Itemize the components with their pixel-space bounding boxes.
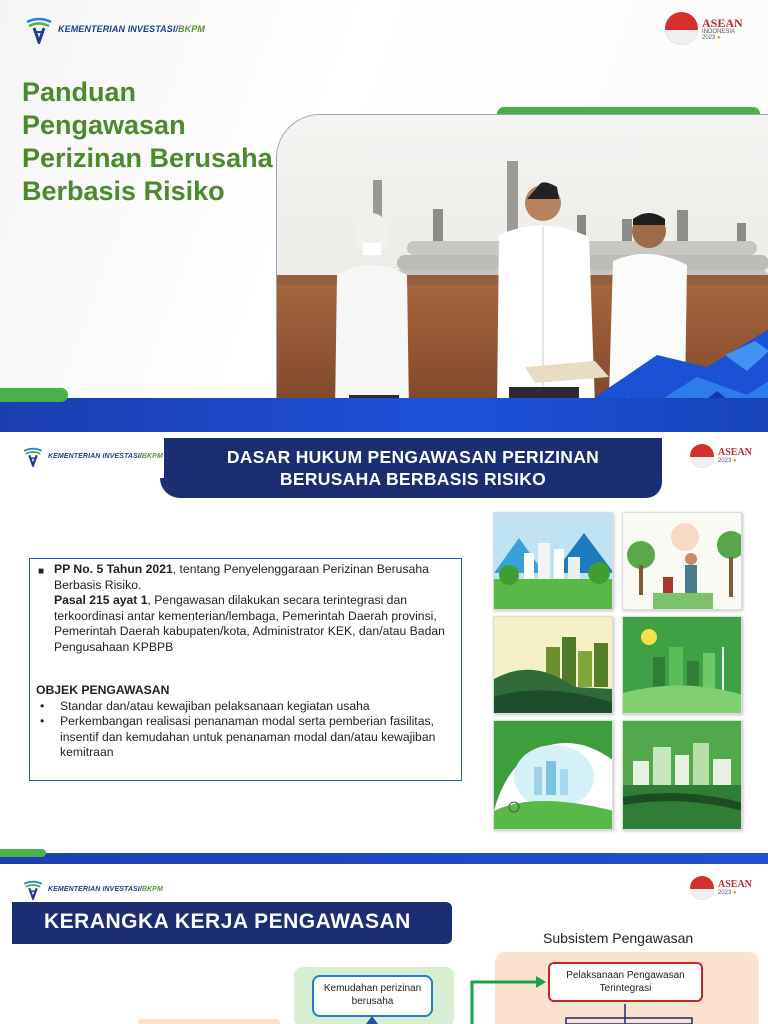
ministry-name: KEMENTERIAN INVESTASI/BKPM — [58, 24, 205, 34]
legal-basis-box — [29, 558, 462, 781]
law-paragraph: PP No. 5 Tahun 2021, tentang Penyelenggaraan Perizinan Berusaha Berbasis Risiko. Pasal 215 ayat 1, Pengawasan dilakukan secara terintegrasi dan terkoordinasi antar kementerian/lembaga, Pemerintah Daerah provinsi, Pemerintah Daerah kabupaten/kota, Administrator KEK, dan/atau Badan Pengusahaan KPBPB — [54, 562, 445, 654]
kementerian-logo — [22, 445, 163, 467]
asean-title: ASEAN — [702, 15, 743, 30]
cover-title: Panduan Pengawasan Perizinan Berusaha Berbasis Risiko — [22, 77, 273, 206]
slide-cover — [0, 0, 768, 432]
kemudahan-box: Kemudahan perizinan berusaha — [312, 975, 433, 1017]
asean-title: ASEAN — [718, 879, 752, 890]
ministry-name: KEMENTERIAN INVESTASI/BKPM — [48, 885, 163, 893]
illustration-papercut-city — [493, 720, 613, 830]
asean-country: INDONESIA — [702, 28, 736, 35]
kementerian-logo — [24, 14, 205, 44]
asean-year: 2023 ● — [702, 34, 721, 41]
asean-year: 2023 ● — [718, 458, 737, 464]
bkpm-emblem-icon — [22, 445, 44, 467]
illustration-green-eco-city — [622, 616, 742, 714]
list-item: • Standar dan/atau kewajiban pelaksanaan kegiatan usaha — [36, 699, 455, 715]
asean-year: 2023 ● — [718, 890, 737, 896]
cover-blue-band — [0, 398, 768, 432]
slide-kerangka-kerja — [0, 864, 768, 1024]
dasar-hukum-banner — [164, 438, 662, 498]
asean-logo — [665, 12, 743, 45]
pelaksanaan-box: Pelaksanaan Pengawasan Terintegrasi — [548, 962, 703, 1002]
flow-connectors — [0, 864, 768, 1024]
illustration-city-hills — [493, 616, 613, 714]
asean-logo — [690, 444, 752, 468]
bkpm-emblem-icon — [24, 14, 54, 44]
list-item: • Perkembangan realisasi penanaman modal serta pemberian fasilitas, insentif dan kemudahan untuk penanaman modal dan/atau kewajiban kemitraan — [36, 714, 455, 761]
illustration-green-houses — [622, 720, 742, 830]
objek-heading: OBJEK PENGAWASAN — [36, 683, 170, 697]
peach-decor — [138, 1019, 280, 1024]
cover-photo — [276, 114, 768, 414]
slide-dasar-hukum — [0, 432, 768, 864]
kerangka-title: KERANGKA KERJA PENGAWASAN — [44, 910, 411, 933]
square-bullet-icon: ■ — [38, 566, 45, 577]
arrow-up-icon — [366, 1016, 378, 1024]
illustration-family-park — [622, 512, 742, 610]
subsistem-label: Subsistem Pengawasan — [543, 930, 694, 946]
illustration-green-city-mountains — [493, 512, 613, 610]
cover-green-pill — [0, 388, 68, 402]
slide-blue-band — [0, 853, 768, 864]
objek-list — [36, 699, 455, 761]
asean-title: ASEAN — [718, 447, 752, 458]
dasar-hukum-title: DASAR HUKUM PENGAWASAN PERIZINAN BERUSAHA BERBASIS RISIKO — [226, 447, 600, 489]
ministry-name: KEMENTERIAN INVESTASI/BKPM — [48, 452, 163, 460]
asean-emblem-icon — [690, 444, 714, 468]
arrow-right-icon — [536, 976, 546, 988]
slide-green-pill — [0, 849, 46, 857]
asean-emblem-icon — [665, 12, 698, 45]
